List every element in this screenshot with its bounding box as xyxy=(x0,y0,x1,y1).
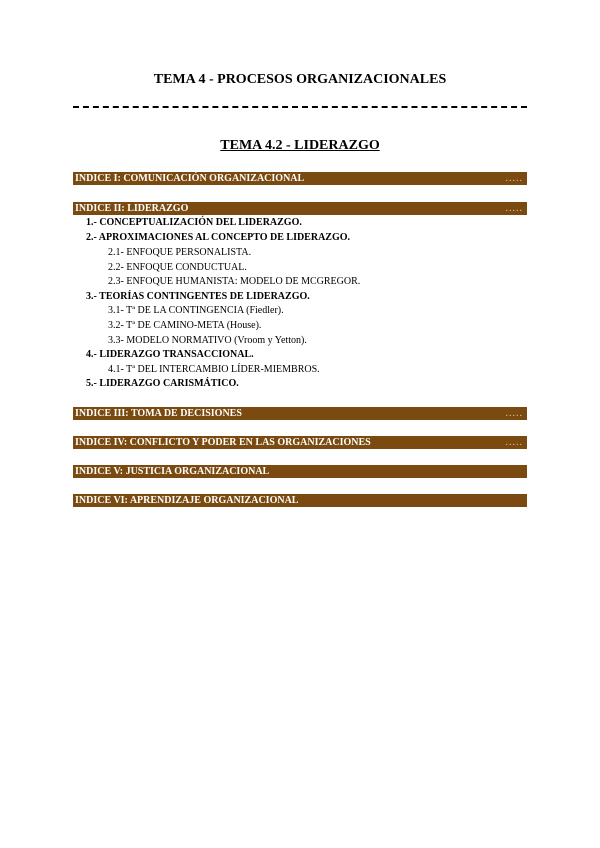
index-bar-dots: ..... xyxy=(505,173,523,184)
toc-subitem[interactable]: 2.2- ENFOQUE CONDUCTUAL. xyxy=(108,262,247,273)
toc-item[interactable]: 5.- LIDERAZGO CARISMÁTICO. xyxy=(86,378,239,389)
index-bar-dots: ..... xyxy=(505,408,523,419)
index-bar-2[interactable] xyxy=(73,202,527,215)
toc-item[interactable]: 4.- LIDERAZGO TRANSACCIONAL. xyxy=(86,349,254,360)
toc-subitem[interactable]: 4.1- Tª DEL INTERCAMBIO LÍDER-MIEMBROS. xyxy=(108,364,320,375)
index-bar-dots: ..... xyxy=(505,203,523,214)
page-title: TEMA 4 - PROCESOS ORGANIZACIONALES xyxy=(153,72,447,87)
index-bar-4[interactable] xyxy=(73,436,527,449)
section-title: TEMA 4.2 - LIDERAZGO xyxy=(220,138,380,153)
index-bar-label: INDICE V: JUSTICIA ORGANIZACIONAL xyxy=(75,466,270,477)
index-bar-label: INDICE III: TOMA DE DECISIONES xyxy=(75,408,242,419)
toc-item[interactable]: 1.- CONCEPTUALIZACIÓN DEL LIDERAZGO. xyxy=(86,217,302,228)
index-bar-dots: ..... xyxy=(505,437,523,448)
toc-subitem[interactable]: 3.1- Tª DE LA CONTINGENCIA (Fiedler). xyxy=(108,305,284,316)
index-bar-label: INDICE IV: CONFLICTO Y PODER EN LAS ORGANIZACIONES xyxy=(75,437,371,448)
index-bar-label: INDICE II: LIDERAZGO xyxy=(75,203,189,214)
index-bar-1[interactable] xyxy=(73,172,527,185)
toc-item[interactable]: 3.- TEORÍAS CONTINGENTES DE LIDERAZGO. xyxy=(86,291,310,302)
index-bar-label: INDICE I: COMUNICACIÓN ORGANIZACIONAL xyxy=(75,173,305,184)
toc-subitem[interactable]: 3.3- MODELO NORMATIVO (Vroom y Yetton). xyxy=(108,335,307,346)
toc-subitem[interactable]: 2.3- ENFOQUE HUMANISTA: MODELO DE MCGREGOR. xyxy=(108,276,361,287)
toc-item[interactable]: 2.- APROXIMACIONES AL CONCEPTO DE LIDERAZGO. xyxy=(86,232,351,243)
toc-subitem[interactable]: 2.1- ENFOQUE PERSONALISTA. xyxy=(108,247,252,258)
index-bar-label: INDICE VI: APRENDIZAJE ORGANIZACIONAL xyxy=(75,495,299,506)
dashed-divider xyxy=(73,106,527,108)
index-bar-5[interactable] xyxy=(73,465,527,478)
index-bar-6[interactable] xyxy=(73,494,527,507)
index-bar-3[interactable] xyxy=(73,407,527,420)
toc-subitem[interactable]: 3.2- Tª DE CAMINO-META (House). xyxy=(108,320,262,331)
